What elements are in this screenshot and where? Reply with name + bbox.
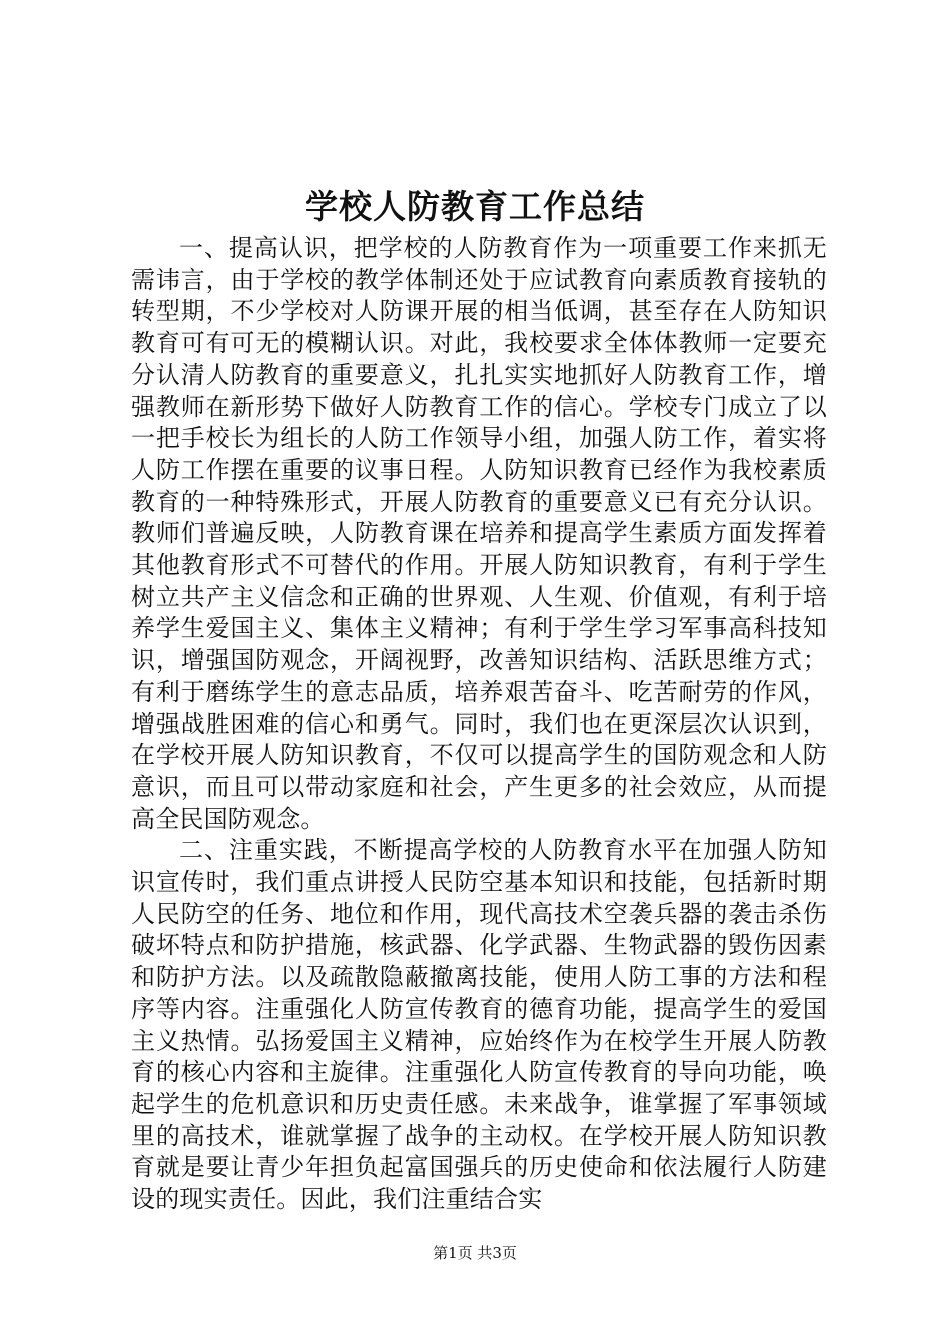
paragraph-1: 一、提高认识，把学校的人防教育作为一项重要工作来抓无需讳言，由于学校的教学体制还处于应试教育向素质教育接轨的转型期，不少学校对人防课开展的相当低调，甚至存在人防知识教育可有可无的模糊认识。对此，我校要求全体体教师一定要充分认清人防教育的重要意义，扎扎实实地抓好人防教育工作，增强教师在新形势下做好人防教育工作的信心。学校专门成立了以一把手校长为组长的人防工作领导小组，加强人防工作，着实将人防工作摆在重要的议事日程。人防知识教育已经作为我校素质教育的一种特殊形式，开展人防教育的重要意义已有充分认识。教师们普遍反映，人防教育课在培养和提高学生素质方面发挥着其他教育形式不可替代的作用。开展人防知识教育，有利于学生树立共产主义信念和正确的世界观、人生观、价值观，有利于培养学生爱国主义、集体主义精神；有利于学生学习军事高科技知识，增强国防观念，开阔视野，改善知识结构、活跃思维方式；有利于磨练学生的意志品质，培养艰苦奋斗、吃苦耐劳的作风，增强战胜困难的信心和勇气。同时，我们也在更深层次认识到，在学校开展人防知识教育，不仅可以提高学生的国防观念和人防意识，而且可以带动家庭和社会，产生更多的社会效应，从而提高全民国防观念。 <box>131 234 827 833</box>
document-body <box>131 233 827 1216</box>
document-title: 学校人防教育工作总结 <box>305 187 645 226</box>
paragraph-2: 二、注重实践，不断提高学校的人防教育水平在加强人防知识宣传时，我们重点讲授人民防空基本知识和技能，包括新时期人民防空的任务、地位和作用，现代高技术空袭兵器的袭击杀伤破坏特点和防护措施，核武器、化学武器、生物武器的毁伤因素和防护方法。以及疏散隐蔽撤离技能，使用人防工事的方法和程序等内容。注重强化人防宣传教育的德育功能，提高学生的爱国主义热情。弘扬爱国主义精神，应始终作为在校学生开展人防教育的核心内容和主旋律。注重强化人防宣传教育的导向功能，唤起学生的危机意识和历史责任感。未来战争，谁掌握了军事领域里的高技术，谁就掌握了战争的主动权。在学校开展人防知识教育就是要让青少年担负起富国强兵的历史使命和依法履行人防建设的现实责任。因此，我们注重结合实 <box>131 836 827 1214</box>
page-footer: 第1页 共3页 <box>433 1244 517 1262</box>
